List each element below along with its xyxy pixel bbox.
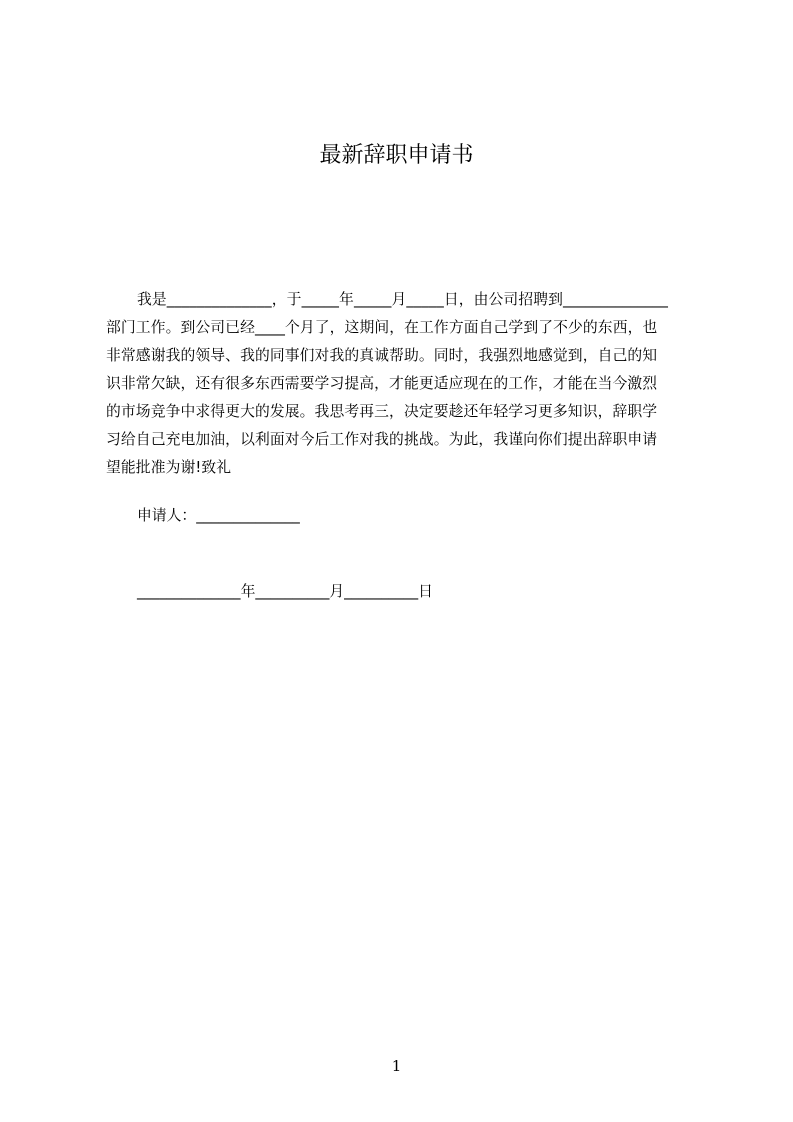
- page-number: 1: [391, 1057, 402, 1075]
- document-title: 最新辞职申请书: [319, 143, 474, 168]
- body-line-6: 习给自己充电加油，以利面对今后工作对我的挑战。为此，我谨向你们提出辞职申请: [106, 431, 658, 448]
- body-line-4: 识非常欠缺，还有很多东西需要学习提高，才能更适应现在的工作，才能在当今激烈: [106, 375, 658, 392]
- date-line: ______________年__________月__________日: [137, 583, 433, 600]
- body-line-1: 我是______________，于_____年_____月_____日，由公司招聘到______________: [137, 291, 668, 308]
- body-line-5: 的市场竞争中求得更大的发展。我思考再三，决定要趁还年轻学习更多知识，辞职学: [106, 403, 658, 420]
- body-line-7: 望能批准为谢!致礼: [106, 459, 232, 476]
- body-line-2: 部门工作。到公司已经____个月了，这期间，在工作方面自己学到了不少的东西，也: [106, 319, 658, 336]
- applicant-line: 申请人：______________: [137, 507, 300, 524]
- body-line-3: 非常感谢我的领导、我的同事们对我的真诚帮助。同时，我强烈地感觉到，自己的知: [106, 347, 658, 364]
